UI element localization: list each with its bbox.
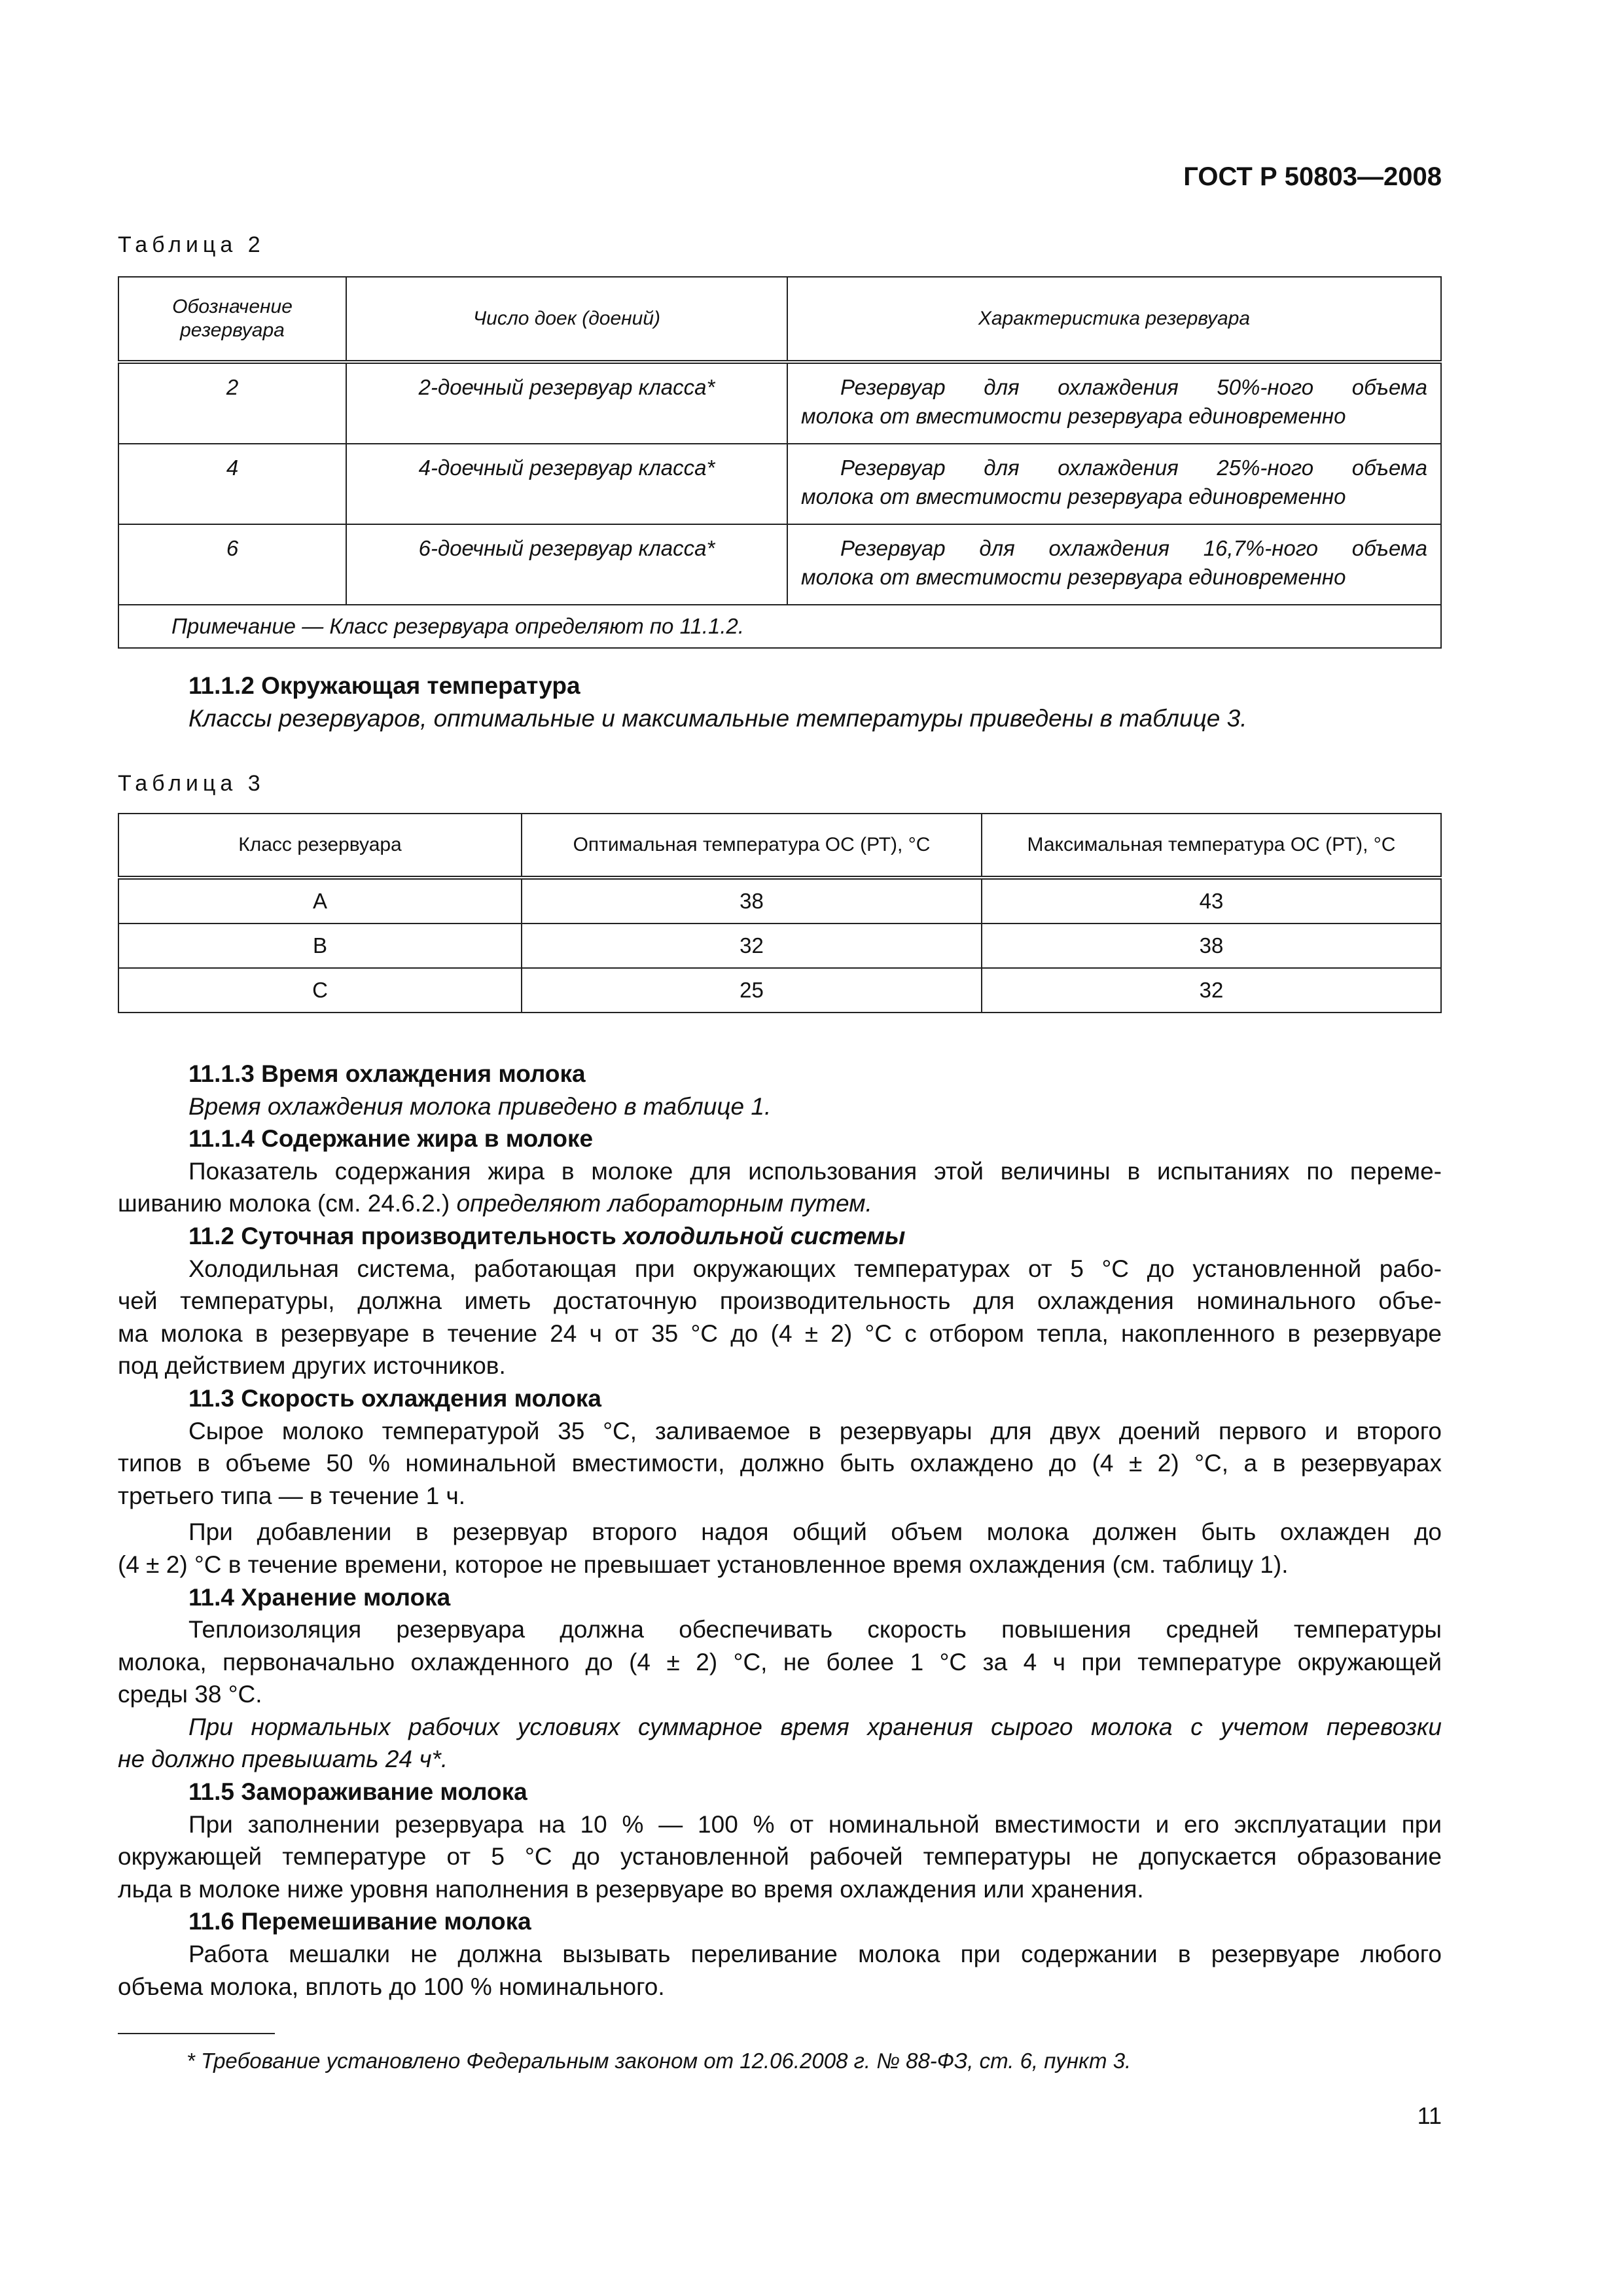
desc-line: молока от вместимости резервуара единовременно	[801, 484, 1346, 509]
cell: 32	[982, 968, 1441, 1013]
table-row	[118, 878, 1441, 924]
body-text	[118, 1058, 1442, 2003]
table-header-row	[118, 814, 1441, 878]
header-cell: Максимальная температура ОС (РТ), °С	[982, 814, 1441, 878]
header-cell: Обозначение резервуара	[118, 277, 346, 362]
table-note-row	[118, 605, 1441, 648]
heading-text-italic: холодильной системы	[623, 1222, 906, 1249]
paragraph: Время охлаждения молока приведено в таблице 1.	[188, 1092, 772, 1120]
cell: 38	[522, 878, 982, 924]
table-3	[118, 813, 1442, 1013]
cell-code: 4	[118, 444, 346, 524]
section-heading: 11.3 Скорость охлаждения молока	[188, 1384, 601, 1412]
table-note: Примечание — Класс резервуара определяют по 11.1.2.	[118, 605, 1441, 648]
section-heading: 11.5 Замораживание молока	[188, 1778, 527, 1806]
cell-milkings: 2-доечный резервуар класса*	[346, 362, 787, 444]
paragraph-line: чей температуры, должна иметь достаточную производительность для охлаждения номинального объе-	[118, 1287, 1442, 1315]
cell-description	[787, 362, 1441, 444]
paragraph-line: типов в объеме 50 % номинальной вместимости, должно быть охлаждено до (4 ± 2) °С, а в резервуарах	[118, 1450, 1442, 1477]
paragraph-line: При нормальных рабочих условиях суммарное время хранения сырого молока с учетом перевозки	[188, 1713, 1442, 1740]
table-row	[118, 968, 1441, 1013]
paragraph-line: шиванию молока (см. 24.6.2.)	[118, 1190, 450, 1217]
paragraph-line: среды 38 °С.	[118, 1681, 262, 1708]
desc-line: Резервуар для охлаждения 25%-ного объема	[840, 456, 1427, 480]
paragraph-line: Сырое молоко температурой 35 °С, заливаемое в резервуары для двух доений первого и второго	[188, 1417, 1442, 1444]
cell: 38	[982, 924, 1441, 968]
table-2	[118, 276, 1442, 649]
paragraph-line: льда в молоке ниже уровня наполнения в резервуаре во время охлаждения или хранения.	[118, 1875, 1144, 1903]
paragraph-line: Работа мешалки не должна вызывать переливание молока при содержании в резервуаре любого	[188, 1941, 1442, 1968]
paragraph-line: молока, первоначально охлажденного до (4 ± 2) °С, не более 1 °С за 4 ч при температуре окружающей	[118, 1648, 1442, 1676]
heading-text: 11.2 Суточная производительность	[188, 1222, 616, 1249]
paragraph: Классы резервуаров, оптимальные и максимальные температуры приведены в таблице 3.	[188, 704, 1247, 732]
cell-code: 6	[118, 524, 346, 605]
header-cell: Оптимальная температура ОС (РТ), °С	[522, 814, 982, 878]
footnote: * Требование установлено Федеральным законом от 12.06.2008 г. № 88-ФЗ, ст. 6, пункт 3.	[187, 2049, 1132, 2073]
cell-description	[787, 444, 1441, 524]
paragraph-line: Теплоизоляция резервуара должна обеспечивать скорость повышения средней температуры	[188, 1616, 1442, 1643]
paragraph-line: При заполнении резервуара на 10 % — 100 % от номинальной вместимости и его эксплуатации при	[188, 1810, 1442, 1838]
paragraph-line: Показатель содержания жира в молоке для использования этой величины в испытаниях по переме-	[188, 1157, 1442, 1185]
cell-milkings: 6-доечный резервуар класса*	[346, 524, 787, 605]
header-cell: Число доек (доений)	[346, 277, 787, 362]
paragraph-line: под действием других источников.	[118, 1352, 506, 1380]
paragraph-line: не должно превышать 24 ч*.	[118, 1746, 448, 1773]
paragraph-line: (4 ± 2) °С в течение времени, которое не превышает установленное время охлаждения (см. таблицу 1).	[118, 1551, 1289, 1578]
cell: B	[118, 924, 522, 968]
desc-line: Резервуар для охлаждения 50%-ного объема	[840, 375, 1427, 399]
section-heading	[118, 1220, 1442, 1253]
table-row	[118, 924, 1441, 968]
paragraph-line: объема молока, вплоть до 100 % номинального.	[118, 1973, 665, 2000]
cell-code: 2	[118, 362, 346, 444]
desc-line: молока от вместимости резервуара единовременно	[801, 404, 1346, 428]
cell: 25	[522, 968, 982, 1013]
footnote-separator	[118, 2033, 275, 2034]
header-cell: Характеристика резервуара	[787, 277, 1441, 362]
page-number: 11	[1417, 2102, 1442, 2129]
cell: C	[118, 968, 522, 1013]
table-row	[118, 444, 1441, 524]
paragraph-line: ма молока в резервуаре в течение 24 ч от 35 °С до (4 ± 2) °С с отбором тепла, накопленного в резервуаре	[118, 1319, 1442, 1347]
table-header-row	[118, 277, 1441, 362]
header-cell: Класс резервуара	[118, 814, 522, 878]
paragraph-line: При добавлении в резервуар второго надоя общий объем молока должен быть охлажден до	[188, 1518, 1442, 1546]
cell-description	[787, 524, 1441, 605]
table-2-caption: Таблица 2	[118, 232, 265, 257]
section-heading: 11.4 Хранение молока	[188, 1583, 451, 1611]
desc-line: Резервуар для охлаждения 16,7%-ного объема	[840, 536, 1427, 560]
desc-line: молока от вместимости резервуара единовременно	[801, 565, 1346, 589]
cell: A	[118, 878, 522, 924]
cell: 32	[522, 924, 982, 968]
document-code: ГОСТ Р 50803—2008	[1183, 162, 1442, 191]
section-heading: 11.1.2 Окружающая температура	[188, 672, 580, 699]
paragraph-line-italic: определяют лабораторным путем.	[456, 1190, 872, 1217]
paragraph-line: Холодильная система, работающая при окружающих температурах от 5 °С до установленной рабо-	[188, 1255, 1442, 1282]
section-heading: 11.6 Перемешивание молока	[188, 1908, 531, 1935]
table-3-caption: Таблица 3	[118, 771, 265, 796]
table-row	[118, 362, 1441, 444]
table-row	[118, 524, 1441, 605]
section-heading: 11.1.3 Время охлаждения молока	[188, 1060, 586, 1087]
cell-milkings: 4-доечный резервуар класса*	[346, 444, 787, 524]
paragraph-line: окружающей температуре от 5 °С до установленной рабочей температуры не допускается образование	[118, 1843, 1442, 1871]
section-11-1-2	[118, 670, 1442, 734]
cell: 43	[982, 878, 1441, 924]
paragraph-line: третьего типа — в течение 1 ч.	[118, 1482, 466, 1509]
section-heading: 11.1.4 Содержание жира в молоке	[188, 1125, 594, 1153]
